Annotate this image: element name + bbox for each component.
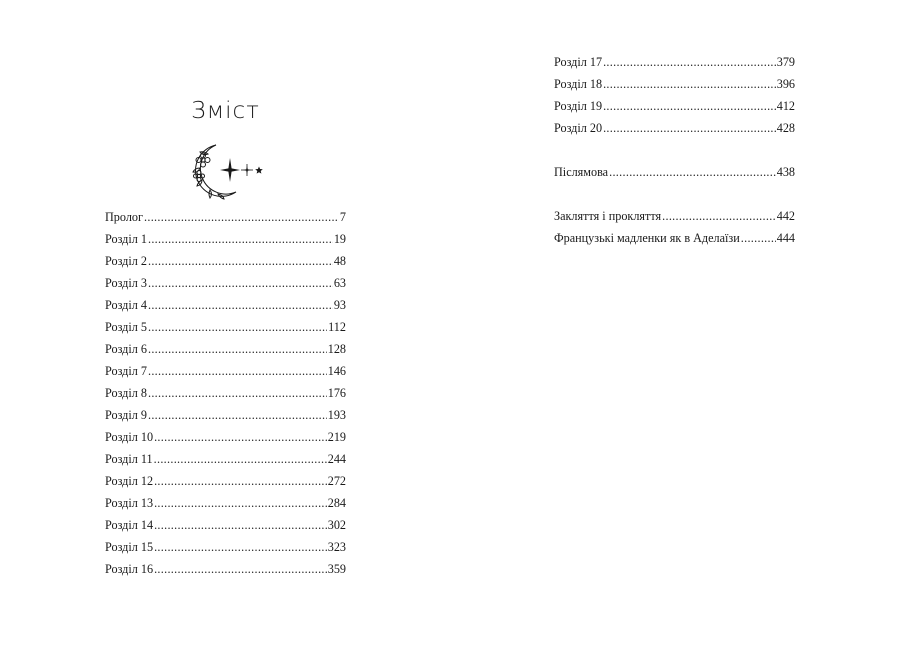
leader-dots bbox=[148, 316, 327, 338]
toc-entry[interactable] bbox=[105, 536, 346, 558]
toc-entry[interactable] bbox=[105, 294, 346, 316]
entry-page: 396 bbox=[776, 77, 795, 91]
leader-dots bbox=[148, 360, 327, 382]
toc-entry[interactable] bbox=[105, 382, 346, 404]
toc-entry[interactable] bbox=[105, 338, 346, 360]
entry-label: Розділ 15 bbox=[105, 540, 154, 554]
entry-page: 128 bbox=[327, 342, 346, 356]
entry-page: 93 bbox=[333, 298, 346, 312]
toc-entry[interactable] bbox=[554, 117, 795, 139]
toc-entry[interactable] bbox=[105, 360, 346, 382]
entry-label: Розділ 10 bbox=[105, 430, 154, 444]
entry-label: Розділ 2 bbox=[105, 254, 147, 268]
toc-entry[interactable] bbox=[105, 228, 346, 250]
leader-dots bbox=[662, 205, 776, 227]
leader-dots bbox=[148, 250, 333, 272]
entry-page: 146 bbox=[327, 364, 346, 378]
entry-page: 438 bbox=[776, 165, 795, 179]
entry-label: Розділ 6 bbox=[105, 342, 147, 356]
leader-dots bbox=[741, 227, 776, 249]
entry-label: Закляття і прокляття bbox=[554, 209, 662, 223]
entry-page: 428 bbox=[776, 121, 795, 135]
toc-entry[interactable] bbox=[105, 250, 346, 272]
entry-label: Розділ 4 bbox=[105, 298, 147, 312]
leader-dots bbox=[154, 492, 327, 514]
entry-page: 442 bbox=[776, 209, 795, 223]
toc-list-right bbox=[554, 51, 795, 249]
entry-label: Розділ 11 bbox=[105, 452, 153, 466]
leader-dots bbox=[148, 404, 327, 426]
toc-entry[interactable] bbox=[105, 426, 346, 448]
leader-dots bbox=[609, 161, 776, 183]
entry-label: Розділ 19 bbox=[554, 99, 603, 113]
toc-entry[interactable] bbox=[105, 470, 346, 492]
leader-dots bbox=[154, 514, 327, 536]
toc-entry-madeleines[interactable] bbox=[554, 227, 795, 249]
entry-label: Розділ 7 bbox=[105, 364, 147, 378]
entry-label: Розділ 14 bbox=[105, 518, 154, 532]
toc-entry[interactable] bbox=[105, 404, 346, 426]
leader-dots bbox=[154, 426, 327, 448]
leader-dots bbox=[603, 95, 776, 117]
leader-dots bbox=[603, 51, 776, 73]
toc-entry[interactable] bbox=[105, 206, 346, 228]
leader-dots bbox=[148, 272, 333, 294]
leader-dots bbox=[603, 73, 776, 95]
leader-dots bbox=[148, 228, 333, 250]
entry-label: Розділ 16 bbox=[105, 562, 154, 576]
entry-page: 302 bbox=[327, 518, 346, 532]
entry-label: Розділ 20 bbox=[554, 121, 603, 135]
leader-dots bbox=[144, 206, 339, 228]
entry-page: 244 bbox=[327, 452, 346, 466]
entry-page: 379 bbox=[776, 55, 795, 69]
toc-entry-spells[interactable] bbox=[554, 205, 795, 227]
entry-label: Французькі мадленки як в Аделаїзи bbox=[554, 231, 740, 245]
section-gap bbox=[554, 183, 795, 205]
entry-page: 284 bbox=[327, 496, 346, 510]
entry-label: Розділ 3 bbox=[105, 276, 147, 290]
entry-label: Розділ 5 bbox=[105, 320, 147, 334]
entry-label: Розділ 9 bbox=[105, 408, 147, 422]
toc-entry[interactable] bbox=[105, 448, 346, 470]
leader-dots bbox=[603, 117, 776, 139]
toc-entry[interactable] bbox=[105, 492, 346, 514]
toc-entry[interactable] bbox=[554, 95, 795, 117]
entry-label: Розділ 12 bbox=[105, 474, 154, 488]
page-title: Зміст bbox=[191, 98, 260, 124]
toc-entry[interactable] bbox=[105, 272, 346, 294]
toc-entry[interactable] bbox=[105, 316, 346, 338]
section-gap bbox=[554, 139, 795, 161]
toc-entry[interactable] bbox=[554, 73, 795, 95]
entry-page: 412 bbox=[776, 99, 795, 113]
leader-dots bbox=[154, 448, 327, 470]
entry-label: Розділ 13 bbox=[105, 496, 154, 510]
right-page bbox=[448, 0, 897, 650]
toc-entry[interactable] bbox=[554, 51, 795, 73]
leader-dots bbox=[154, 470, 327, 492]
toc-entry[interactable] bbox=[105, 514, 346, 536]
entry-page: 63 bbox=[333, 276, 346, 290]
leader-dots bbox=[154, 558, 327, 580]
entry-label: Розділ 8 bbox=[105, 386, 147, 400]
entry-page: 48 bbox=[333, 254, 346, 268]
leader-dots bbox=[148, 294, 333, 316]
leader-dots bbox=[154, 536, 327, 558]
entry-page: 7 bbox=[339, 210, 346, 224]
entry-label: Розділ 18 bbox=[554, 77, 603, 91]
entry-page: 359 bbox=[327, 562, 346, 576]
left-page bbox=[0, 0, 448, 650]
entry-label: Розділ 1 bbox=[105, 232, 147, 246]
entry-label: Розділ 17 bbox=[554, 55, 603, 69]
entry-page: 323 bbox=[327, 540, 346, 554]
toc-entry-afterword[interactable] bbox=[554, 161, 795, 183]
entry-page: 219 bbox=[327, 430, 346, 444]
entry-label: Пролог bbox=[105, 210, 144, 224]
entry-page: 272 bbox=[327, 474, 346, 488]
entry-page: 193 bbox=[327, 408, 346, 422]
entry-page: 19 bbox=[333, 232, 346, 246]
leader-dots bbox=[148, 382, 327, 404]
entry-page: 176 bbox=[327, 386, 346, 400]
entry-page: 112 bbox=[328, 320, 346, 334]
toc-entry[interactable] bbox=[105, 558, 346, 580]
toc-list-left bbox=[105, 206, 346, 580]
entry-label: Післямова bbox=[554, 165, 609, 179]
crescent-moon-flowers-stars-icon bbox=[186, 140, 268, 200]
leader-dots bbox=[148, 338, 327, 360]
entry-page: 444 bbox=[776, 231, 795, 245]
